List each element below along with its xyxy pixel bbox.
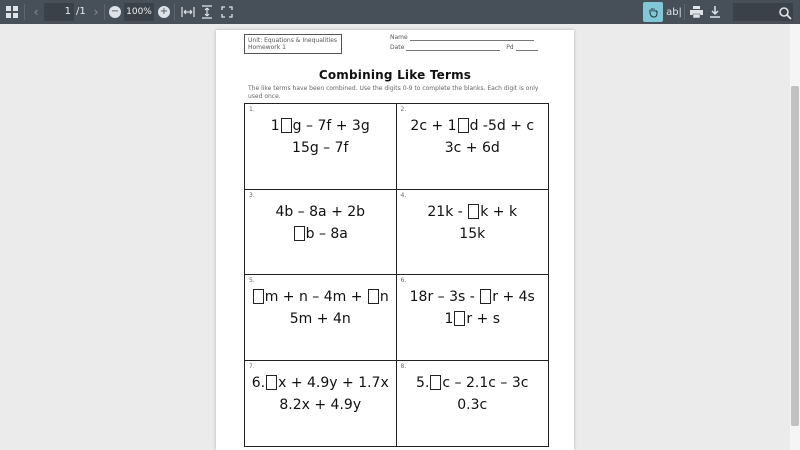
problem-cell xyxy=(397,361,549,447)
expression-part: 4b – 8a + 2b xyxy=(275,203,366,220)
vertical-scrollbar[interactable] xyxy=(790,24,800,450)
date-field xyxy=(390,44,538,51)
scrollbar-thumb[interactable] xyxy=(791,86,799,426)
expression-part: r + s xyxy=(466,311,501,327)
answer-blank xyxy=(430,375,441,390)
previous-page-icon[interactable]: ‹ xyxy=(33,5,39,19)
problem-expression xyxy=(397,118,549,134)
problem-result xyxy=(245,226,396,242)
page-total: /1 xyxy=(76,6,86,17)
expression-part: b – 8a xyxy=(305,225,348,242)
fit-width-icon[interactable] xyxy=(178,2,198,22)
footer-copyright xyxy=(556,444,558,450)
problem-expression xyxy=(245,118,396,134)
problem-grid xyxy=(244,103,549,447)
problem-expression xyxy=(397,375,549,391)
problem-number: 1. xyxy=(249,106,255,113)
expression-part: 5. xyxy=(416,374,430,391)
expression-part: n xyxy=(379,289,389,305)
problem-expression xyxy=(397,289,549,305)
print-icon[interactable] xyxy=(686,2,706,22)
problem-result xyxy=(245,397,396,413)
pdf-toolbar xyxy=(0,0,800,24)
answer-blank xyxy=(368,289,379,304)
problem-expression xyxy=(245,289,396,305)
answer-blank xyxy=(281,118,292,133)
name-field xyxy=(390,34,534,41)
problem-cell xyxy=(245,104,397,190)
expression-part: 8.2x + 4.9y xyxy=(279,396,362,413)
fit-height-icon[interactable] xyxy=(197,2,217,22)
problem-number: 6. xyxy=(400,277,407,284)
expression-part: 18r – 3s - xyxy=(409,289,480,305)
answer-blank xyxy=(294,226,305,241)
page-number-input[interactable]: 1 xyxy=(44,3,74,21)
problem-number: 2. xyxy=(400,106,407,113)
download-icon[interactable] xyxy=(705,2,725,22)
expression-part: 15k xyxy=(459,225,486,242)
problem-result xyxy=(397,311,549,327)
problem-result xyxy=(397,140,549,156)
document-page xyxy=(216,30,574,450)
expression-part: r + 4s xyxy=(492,289,535,305)
problem-expression xyxy=(245,204,396,220)
date-label: Date xyxy=(390,44,405,51)
text-select-icon[interactable]: ab| xyxy=(666,6,682,18)
unit-box xyxy=(244,34,342,54)
unit-line-2: Homework 1 xyxy=(248,44,286,51)
name-label: Name xyxy=(390,34,408,41)
pd-label: Pd xyxy=(506,44,514,51)
problem-number: 8. xyxy=(400,362,407,370)
problem-number: 4. xyxy=(400,191,407,199)
problem-expression xyxy=(245,375,396,391)
problem-result xyxy=(245,311,396,327)
problem-result xyxy=(397,226,549,242)
answer-blank xyxy=(480,289,491,304)
expression-part: 0.3c xyxy=(457,396,488,413)
expression-part: 1 xyxy=(270,118,280,134)
zoom-in-icon[interactable]: + xyxy=(159,6,169,17)
problem-cell xyxy=(245,361,397,447)
answer-blank xyxy=(454,311,465,326)
expression-part: 5m + 4n xyxy=(289,311,351,327)
problem-number: 3. xyxy=(249,191,255,199)
fullscreen-icon[interactable] xyxy=(217,2,237,22)
problem-expression xyxy=(397,204,549,220)
problem-cell xyxy=(245,275,397,361)
expression-part: 2c + 1 xyxy=(410,118,457,134)
zoom-level[interactable]: 100% xyxy=(124,3,154,21)
problem-number: 5. xyxy=(249,277,255,284)
expression-part: c – 2.1c – 3c xyxy=(442,374,529,391)
problem-cell xyxy=(245,190,397,276)
answer-blank xyxy=(253,289,264,304)
worksheet-title: Combining Like Terms xyxy=(318,68,472,82)
problem-result xyxy=(245,140,396,156)
problem-number: 7. xyxy=(249,362,255,370)
expression-part: 21k - xyxy=(427,203,468,220)
zoom-out-icon[interactable]: − xyxy=(110,6,120,17)
problem-cell xyxy=(397,190,549,276)
sidebar-toggle-icon[interactable] xyxy=(2,2,22,22)
unit-line-1: Unit: Equations & Inequalities xyxy=(248,37,338,44)
hand-tool-icon[interactable] xyxy=(643,2,663,22)
expression-part: m + n – 4m + xyxy=(264,289,367,305)
expression-part: 6. xyxy=(251,374,266,391)
search-icon[interactable] xyxy=(778,5,792,19)
answer-blank xyxy=(468,204,479,219)
answer-blank xyxy=(266,375,277,390)
instructions: The like terms have been combined. Use the digits 0-9 to complete the blanks. Each digit is only used once. xyxy=(248,85,539,100)
problem-result xyxy=(397,397,549,413)
next-page-icon[interactable]: › xyxy=(93,5,99,19)
answer-blank xyxy=(458,118,469,133)
expression-part: 15g – 7f xyxy=(292,140,349,156)
expression-part: 1 xyxy=(444,311,454,327)
problem-cell xyxy=(397,104,549,190)
expression-part: x + 4.9y + 1.7x xyxy=(278,374,389,391)
expression-part: 3c + 6d xyxy=(444,140,500,156)
expression-part: g – 7f + 3g xyxy=(292,118,370,134)
expression-part: d -5d + c xyxy=(469,118,535,134)
expression-part: k + k xyxy=(480,203,518,220)
problem-cell xyxy=(397,275,549,361)
